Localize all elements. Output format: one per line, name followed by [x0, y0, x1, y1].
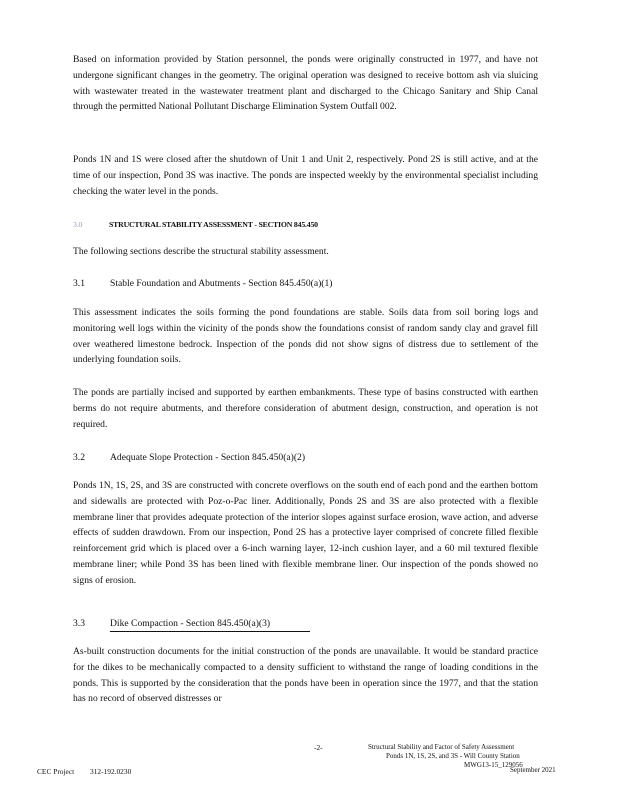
subsection-title: Stable Foundation and Abutments - Section 845.450(a)(1)	[110, 278, 333, 289]
footer-date: September 2021	[510, 766, 556, 774]
paragraph-slope-protection: Ponds 1N, 1S, 2S, and 3S are constructed with concrete overflows on the south end of each pond and the earthen bottom and sidewalls are protected with Poz-o-Pac liner. Additionally, Ponds 2S and 3S are also protected with a flexible membrane liner that provides adequate protection of the interior slopes against surface erosion, wave action, and adverse effects of sudden drawdown. From our inspection, Pond 2S has a protective layer comprised of concrete filled flexible reinforcement grid which is placed over a 6-inch warning layer, 12-inch cushion layer, and a 60 mil textured flexible membrane liner; while Pond 3S has been lined with flexible membrane liner. Our inspection of the ponds showed no signs of erosion.	[73, 480, 538, 586]
subsection-title: Adequate Slope Protection - Section 845.450(a)(2)	[110, 452, 306, 463]
paragraph-dike-compaction: As-built construction documents for the initial construction of the ponds are unavailable. It would be standard practice for the dikes to be mechanically compacted to a density sufficient to withstand the range of loading conditions in the ponds. This is supported by the consideration that the ponds have been in operation since the 1977, and that the station has no record of observed distresses or	[73, 646, 538, 705]
paragraph-pond-status: Ponds 1N and 1S were closed after the shutdown of Unit 1 and Unit 2, respectively. Pond 2S is still active, and at the time of our inspection, Pond 3S was inactive. The ponds are inspected weekly by the environmental specialist including checking the water level in the ponds.	[73, 154, 538, 197]
section-number: 3.0	[73, 220, 83, 229]
footer-project-label: CEC Project	[37, 767, 75, 776]
footer-doc-id: MWG13-15_129056	[464, 761, 523, 769]
section-title: STRUCTURAL STABILITY ASSESSMENT - SECTION 845.450	[109, 220, 318, 229]
footer-doc-info	[368, 743, 523, 770]
subsection-number: 3.1	[73, 278, 85, 289]
footer-project-number: 312-192.0230	[90, 767, 132, 776]
paragraph-abutments: The ponds are partially incised and supported by earthen embankments. These type of basins constructed with earthen berms do not require abutments, and therefore consideration of abutment design, construction, and operation is not required.	[73, 387, 538, 430]
paragraph-pond-history: Based on information provided by Station personnel, the ponds were originally constructed in 1977, and have not undergone significant changes in the geometry. The original operation was designed to receive bottom ash via sluicing with wastewater treated in the wastewater treatment plant and discharged to the Chicago Sanitary and Ship Canal through the permitted National Pollutant Discharge Elimination System Outfall 002.	[73, 54, 538, 113]
paragraph-foundation: This assessment indicates the soils forming the pond foundations are stable. Soils data from soil boring logs and monitoring well logs within the vicinity of the ponds show the foundations consist of random sandy clay and gravel fill over weathered limestone bedrock. Inspection of the ponds did not show signs of distress due to settlement of the underlying foundation soils.	[73, 307, 538, 366]
subsection-number: 3.3	[73, 618, 85, 629]
footer-doc-subtitle: Ponds 1N, 1S, 2S, and 3S - Will County Station	[386, 752, 520, 760]
page-number: -2-	[314, 743, 323, 752]
subsection-number: 3.2	[73, 452, 85, 463]
subsection-title: Dike Compaction - Section 845.450(a)(3)	[110, 617, 310, 632]
paragraph-intro: The following sections describe the structural stability assessment.	[73, 246, 329, 257]
footer-doc-title: Structural Stability and Factor of Safety Assessment	[368, 743, 515, 751]
